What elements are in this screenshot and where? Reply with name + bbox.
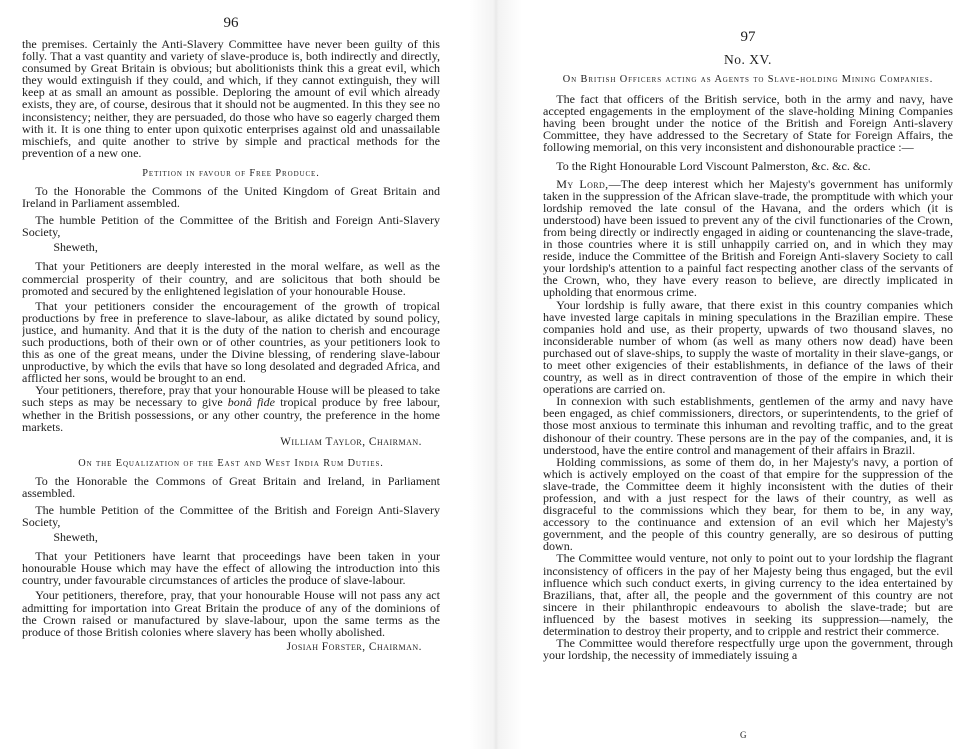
memorial-paragraph: Your lordship is fully aware, that there exist in this country companies which have invested large capitals in mining speculations in the Brazilian empire. These companies hold and use, as their property, upwards of two thousand slaves, no inconsiderable number of whom (as well as many others now dead) have been purchased out of slave-ships, to supply the waste of mortality in their slave-gangs, or to meet other exigencies of their establishments, in defiance of the laws of their country, as well as in direct contravention of those of the empire in which their operations are carried on.: [543, 297, 953, 397]
salutation: My Lord,: [556, 176, 609, 191]
article-number: No. XV.: [724, 52, 772, 67]
petition-paragraph: Your petitioners, therefore, pray, that your honourable House will not pass any act admitting for importation into Great Britain the produce of any of the dominions of the Crown raised or manufactured by slave-labour, upon the same terms as the produce of those British colonies where slavery has been wholly abolished.: [22, 588, 440, 639]
memorial-paragraph: The Committee would therefore respectfully urge upon the government, through your lordship, the necessity of immediately issuing a: [543, 636, 953, 663]
petition-paragraph: That your petitioners consider the encouragement of the growth of tropical productions by free in preference to slave-labour, as alike dictated by sound policy, justice, and humanity. And that it is the duty of the nation to cherish and encourage such productions, both of their own or of other countries, as your petitioners look to this as one of the great means, under the Divine blessing, of rendering slave-labour unproductive, by which the evils that have so long desolated and degraded Africa, and afflicted her sons, would be brought to an end.: [22, 298, 440, 386]
petition-address: To the Honorable the Commons of Great Britain and Ireland, in Parliament assembled.: [22, 473, 440, 500]
memorial-paragraph: My Lord,—The deep interest which her Majesty's government has uniformly taken in the suppression of the African slave-trade, the promptitude with which your lordship removed the late consul of the Havana, and the orders which (it is understood) have been issued to prevent any of the civil functionaries of the Crown, from being directly or indirectly engaged in aiding or countenancing the slave-trade, in those countries where it is still unhappily carried on, and in which they may reside, induce the Committee of the British and Foreign Anti-slavery Society to call your lordship's attention to a painful fact respecting another class of the servants of the Crown, who, they have every reason to believe, are directly implicated in upholding that enormous crime.: [543, 176, 953, 300]
section-heading-rum-duties: On the Equalization of the East and West India Rum Duties.: [78, 457, 384, 469]
signature-chairman: William Taylor, Chairman.: [280, 435, 422, 448]
petition-sheweth: Sheweth,: [53, 530, 98, 545]
signature-chairman: Josiah Forster, Chairman.: [286, 640, 422, 653]
petition-paragraph: That your Petitioners are deeply interested in the moral welfare, as well as the commercial prosperity of their country, and are solicitous that both should be promoted and secured by the enlightened legislation of your honourable House.: [22, 259, 440, 298]
petition-sheweth: Sheweth,: [53, 240, 98, 255]
page-number: 96: [223, 15, 239, 31]
petition-prayer: Your petitioners, therefore, pray that your honourable House will be pleased to take such steps as may be necessary to give bonâ fide tropical produce by free labour, whether in the British possessions, or any other country, the preference in the home markets.: [22, 383, 440, 434]
book-gutter: [470, 0, 522, 749]
petition-from: The humble Petition of the Committee of the British and Foreign Anti-Slavery Society,: [22, 213, 440, 240]
petition-address: To the Honorable the Commons of the United Kingdom of Great Britain and Ireland in Parliament assembled.: [22, 183, 440, 211]
section-heading-free-produce: Petition in favour of Free Produce.: [142, 167, 320, 179]
page-number: 97: [740, 29, 756, 45]
petition-paragraph: That your Petitioners have learnt that proceedings have been taken in your honourable House which may have the effect of allowing the introduction into this country, under favourable circumstances of articles the produce of slave-labour.: [22, 549, 440, 588]
memorial-addressee: To the Right Honourable Lord Viscount Palmerston, &c. &c. &c.: [556, 159, 871, 174]
article-intro: The fact that officers of the British service, both in the army and navy, have accepted engagements in the employment of the slave-holding Mining Companies having been brought under the notice of the British and Foreign Anti-slavery Committee, they have addressed to the Secretary of State for Foreign Affairs, the following memorial, on this very inconsistent and dishonourable practice :—: [543, 92, 953, 155]
right-page: [543, 0, 953, 749]
memorial-paragraph: The Committee would venture, not only to point out to your lordship the flagrant inconsistency of officers in the pay of her Majesty being thus engaged, but the evil influence which such conduct exerts, in giving currency to the idea entertained by Brazilians, that, after all, the people and the government of this country are not sincere in their philanthropic endeavours to abolish the slave-trade; but are influenced by the basest motives in seeking its suppression—namely, the determination to destroy their property, and to cripple and restrict their commerce.: [543, 551, 953, 639]
left-page: [22, 0, 440, 749]
paragraph-continuation: the premises. Certainly the Anti-Slavery Committee have never been guilty of this folly. That a vast quantity and variety of slave-produce is, both indirectly and directly, consumed by Great Britain is obvious; but abolitionists think this a great evil, which they would extinguish if they could, and which, if they cannot extinguish, they will keep at as small an amount as possible. Deploring the amount of evil which already exists, they are, of course, desirous that it should not be augmented. In this they see no inconsistency; neither, they are persuaded, do those who have so eagerly charged them with it. It is one thing to enter upon quixotic enterprises against old and unassailable mischiefs, and quite another to strive by simple and practical methods for the prevention of a new one.: [22, 37, 440, 160]
signature-mark: G: [740, 730, 747, 740]
petition-from: The humble Petition of the Committee of the British and Foreign Anti-Slavery Society,: [22, 502, 440, 529]
memorial-paragraph: In connexion with such establishments, gentlemen of the army and navy have been engaged, as chief commissioners, directors, or superintendents, to the grief of those most anxious to terminate this inhuman and revolting traffic, and to the great dishonour of their country. These persons are in the pay of the companies, and, it is understood, have the entire control and management of their affairs in Brazil.: [543, 394, 953, 457]
emphasis-bona-fide: bonâ fide: [227, 395, 276, 410]
memorial-paragraph: Holding commissions, as some of them do, in her Majesty's navy, a portion of which is actively employed on the coast of that empire for the suppression of the slave-trade, the Committee deem it highly inconsistent with the duties of their profession, and with a just respect for the laws of their country, as well as disgraceful to the commissions which they bear, for them to be, in any way, accessory to the continuance and extension of an evil which her Majesty's government, and the people of this country generally, are so desirous of putting down.: [543, 454, 953, 554]
article-heading: On British Officers acting as Agents to Slave-holding Mining Companies.: [562, 74, 934, 85]
